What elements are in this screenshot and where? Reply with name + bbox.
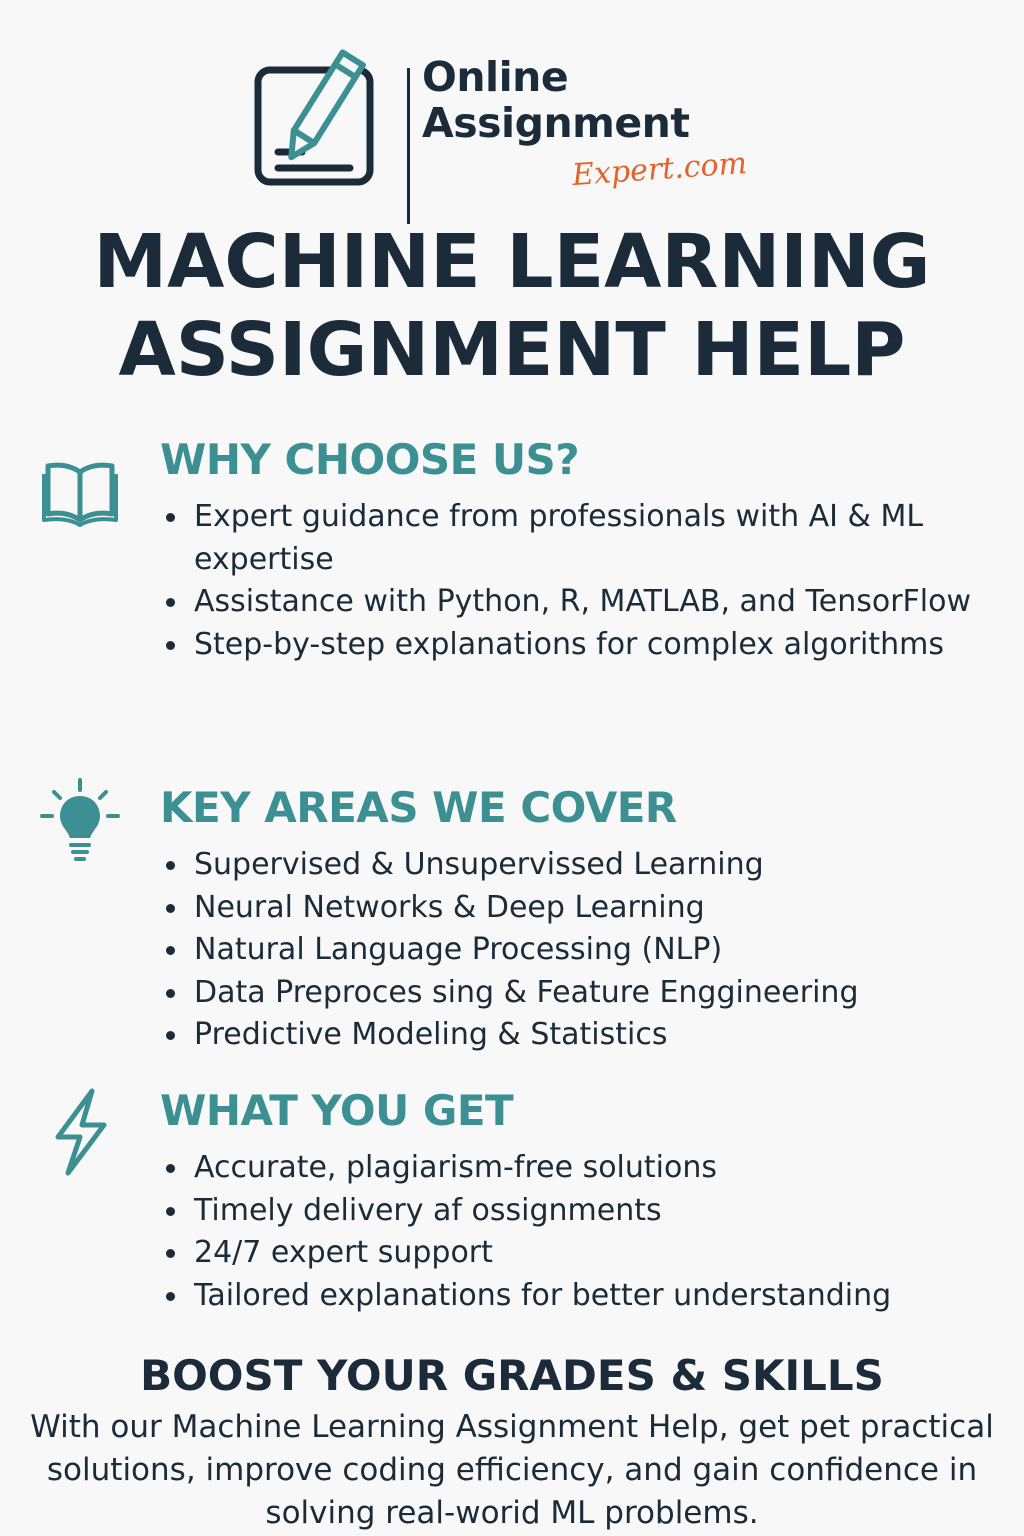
list-item: Assistance with Python, R, MATLAB, and TensorFlow bbox=[160, 581, 980, 624]
section-why-choose-us bbox=[0, 434, 1024, 754]
section-heading: KEY AREAS WE COVER bbox=[160, 783, 677, 832]
logo-wordmark bbox=[422, 53, 749, 194]
list-item: Data Preproces sing & Feature Enggineering bbox=[160, 972, 980, 1015]
footer-heading: BOOST YOUR GRADES & SKILLS bbox=[140, 1351, 884, 1400]
open-book-icon bbox=[40, 452, 120, 532]
brand-logo bbox=[250, 46, 790, 206]
page-title-line-2: ASSIGNMENT HELP bbox=[118, 307, 906, 393]
section-what-you-get bbox=[0, 1085, 1024, 1325]
lightning-icon bbox=[40, 1087, 120, 1177]
page-title-line-1: MACHINE LEARNING bbox=[93, 219, 931, 305]
list-item: Natural Language Processing (NLP) bbox=[160, 929, 980, 972]
logo-divider bbox=[407, 68, 410, 224]
list-item: Timely delivery af ossignments bbox=[160, 1190, 980, 1233]
list-item: Accurate, plagiarism-free solutions bbox=[160, 1147, 980, 1190]
list-item: Supervised & Unsupervissed Learning bbox=[160, 844, 980, 887]
bullet-list bbox=[160, 496, 980, 666]
list-item: Step-by-step explanations for complex algorithms bbox=[160, 624, 980, 667]
section-heading: WHAT YOU GET bbox=[160, 1086, 514, 1135]
list-item: Tailored explanations for better understanding bbox=[160, 1275, 980, 1318]
pencil-document-icon bbox=[250, 46, 390, 196]
lightbulb-icon bbox=[40, 778, 120, 868]
footer-text: With our Machine Learning Assignment Help, get pet practical solutions, improve coding efficiency, and gain confidence in solving real-worid ML problems. bbox=[30, 1409, 994, 1531]
section-key-areas bbox=[0, 782, 1024, 1062]
bullet-list bbox=[160, 844, 980, 1057]
logo-word-expert: Expert.com bbox=[570, 145, 749, 194]
list-item: Expert guidance from professionals with AI & ML expertise bbox=[160, 496, 980, 581]
page-title bbox=[0, 218, 1024, 394]
list-item: Predictive Modeling & Statistics bbox=[160, 1014, 980, 1057]
logo-word-online: Online bbox=[422, 53, 569, 101]
list-item: Neural Networks & Deep Learning bbox=[160, 887, 980, 930]
bullet-list bbox=[160, 1147, 980, 1317]
list-item: 24/7 expert support bbox=[160, 1232, 980, 1275]
section-heading: WHY CHOOSE US? bbox=[160, 435, 580, 484]
logo-word-assignment: Assignment bbox=[422, 99, 690, 147]
